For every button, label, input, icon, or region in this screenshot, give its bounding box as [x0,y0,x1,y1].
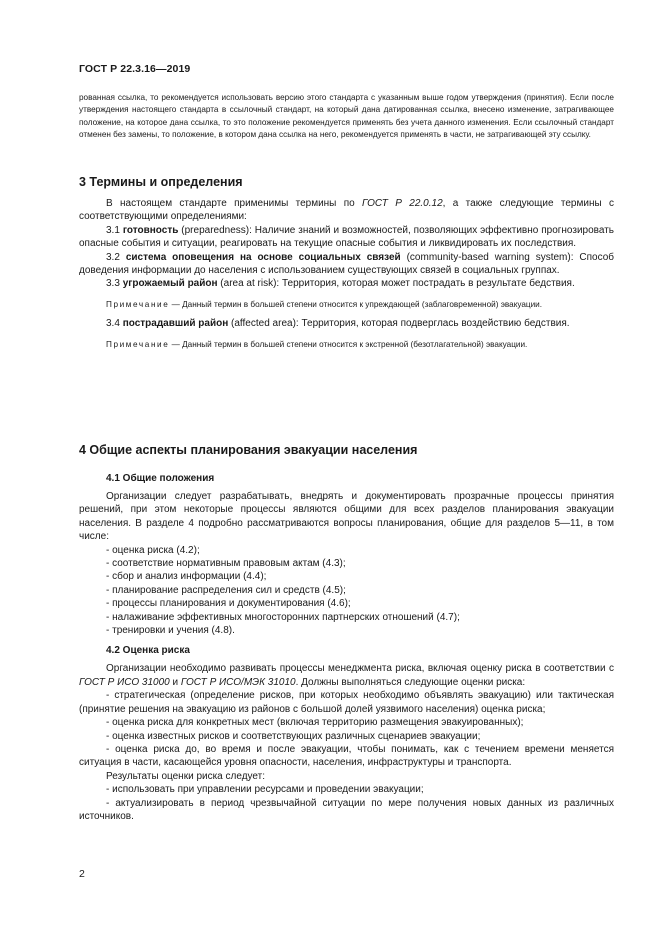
section-3 [79,175,614,189]
list-item: - оценка известных рисков и соответствующих различных сценариев эвакуации; [106,730,481,742]
reference-gost-22-0-12: ГОСТ Р 22.0.12 [362,198,443,209]
list-item: - тренировки и учения (4.8). [106,625,235,637]
list-item: - налаживание эффективных многосторонних партнерских отношений (4.7); [106,611,460,623]
reference-iec-31010: ГОСТ Р ИСО/МЭК 31010 [180,676,296,688]
section-4-title: 4 Общие аспекты планирования эвакуации населения [79,443,418,457]
subsection-4-1-paragraph: Организации следует разрабатывать, внедрять и документировать прозрачные процессы принятия решений, при этом некоторые процессы являются общими для всех разделов планирования эвакуации населения. В разделе 4 подробно рассматриваются вопросы планирования, общие для разделов 5—11, в том числе: [79,491,614,543]
subsection-4-1-title: 4.1 Общие положения [106,473,215,484]
section-3-intro: В настоящем стандарте применимы термины по ГОСТ Р 22.0.12, а также следующие термины с соответствующими определениями: [79,198,614,223]
page-number: 2 [79,868,85,880]
term-3-4: 3.4 пострадавший район (affected area): Территория, которая подверглась воздействию бедствия. [106,318,570,330]
list-item: - оценка риска до, во время и после эвакуации, чтобы понимать, как с течением времени меняется ситуация в части, касающейся уровня опасности, населения, инфраструктуры и транспорта. [79,743,614,769]
section-3-body [79,197,614,351]
reference-iso-31000: ГОСТ Р ИСО 31000 [79,676,170,688]
term-3-3: 3.3 угрожаемый район (area at risk): Территория, которая может пострадать в результате бедствия. [106,278,575,290]
list-item: - сбор и анализ информации (4.4); [106,571,267,583]
note-2: Примечание — Данный термин в большей степени относится к экстренной (безотлагательной) эвакуации. [106,339,528,349]
results-intro: Результаты оценки риска следует: [106,770,266,782]
list-item: - стратегическая (определение рисков, при которых необходимо объявлять эвакуацию) или тактическая (принятие решения на эвакуацию из районов с большой долей уязвимого населения) оценка риска; [79,690,614,715]
section-4 [79,443,614,457]
list-item: - планирование распределения сил и средств (4.5); [106,584,346,596]
list-item: - соответствие нормативным правовым актам (4.3); [106,558,346,570]
document-header: ГОСТ Р 22.3.16—2019 [79,63,191,75]
list-item: - актуализировать в период чрезвычайной ситуации по мере получения новых данных из различных источников. [79,797,614,822]
section-3-title: 3 Термины и определения [79,175,243,189]
term-3-2: 3.2 система оповещения на основе социальных связей (community-based warning system): Способ доведения информации до населения с использованием существующих связей в социальных группах. [79,251,614,277]
note-1: Примечание — Данный термин в большей степени относится к упреждающей (заблаговременной) эвакуации. [106,299,543,309]
subsection-4-2-paragraph: Организации необходимо развивать процессы менеджмента риска, включая оценку риска в соответствии с ГОСТ Р ИСО 31000 и ГОСТ Р ИСО/МЭК 31010. Должны выполняться следующие оценки риска: [79,663,614,688]
list-item: - оценка риска (4.2); [106,544,200,556]
list-item: - использовать при управлении ресурсами и проведении эвакуации; [106,784,424,796]
section-4-body [79,473,614,823]
list-item: - процессы планирования и документирования (4.6); [106,598,351,610]
subsection-4-2-title: 4.2 Оценка риска [106,645,190,657]
list-item: - оценка риска для конкретных мест (включая территорию размещения эвакуированных); [106,717,524,729]
term-3-1: 3.1 готовность (preparedness): Наличие знаний и возможностей, позволяющих эффективно прогнозировать опасные события и ситуации, реагировать на текущие опасные события и ликвидировать их последствия. [79,224,615,250]
intro-paragraph: рованная ссылка, то рекомендуется использовать версию этого стандарта с указанным выше годом утверждения (принятия). Если после утверждения настоящего стандарта в ссылочный стандарт, на который дана датированная ссылка, внесено изменение, затрагивающее положение, на которое дана ссылка, то это положение рекомендуется применять без учета данного изменения. Если ссылочный стандарт отменен без замены, то положение, в котором дана ссылка на него, рекомендуется применять в части, не затрагивающей эту ссылку. [79,93,614,139]
